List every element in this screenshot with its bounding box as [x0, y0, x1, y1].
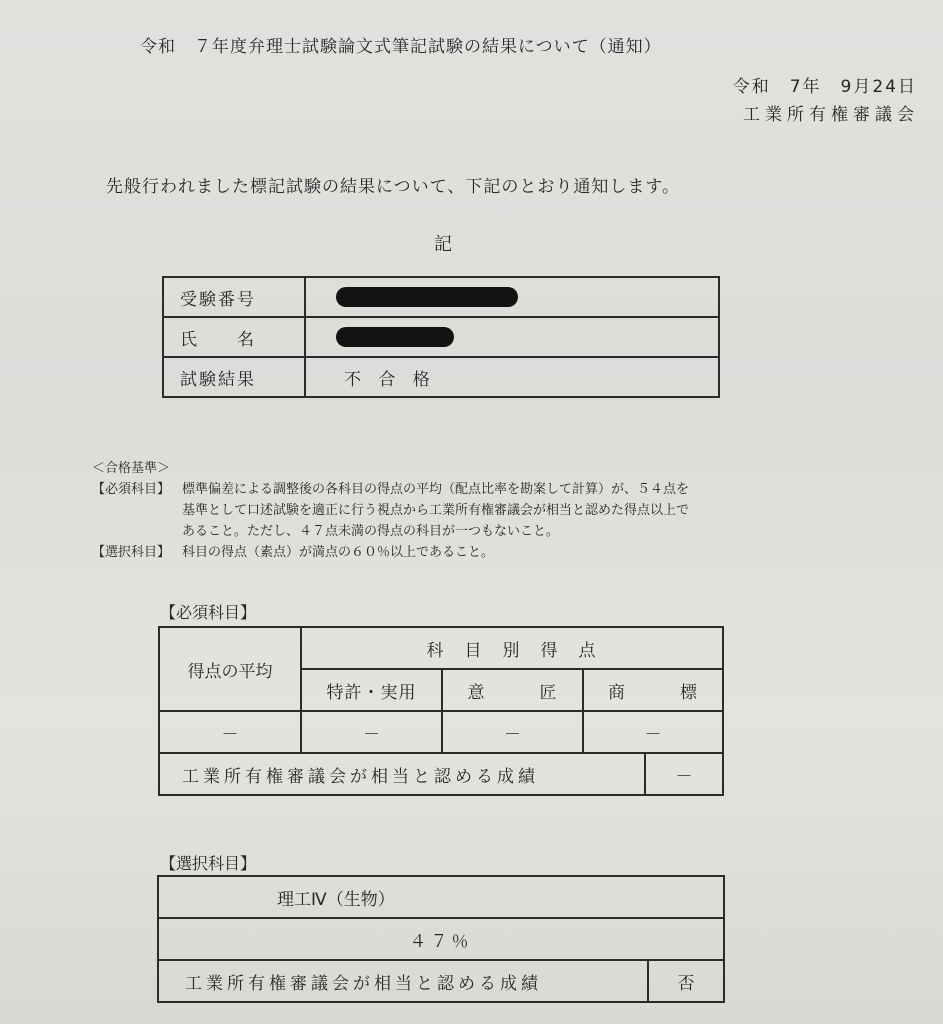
pass-criteria	[92, 458, 689, 563]
required-section-title: 【必須科目】	[160, 603, 257, 622]
trademark-value: －	[583, 711, 723, 753]
subject-patent-header: 特許・実用	[301, 669, 442, 711]
elective-council-label: 工業所有権審議会が相当と認める成績	[158, 960, 648, 1002]
result-label: 試験結果	[163, 357, 305, 397]
required-criteria-line: 基準として口述試験を適正に行う視点から工業所有権審議会が相当と認めた得点以上で	[182, 503, 690, 518]
subject-trademark-header: 商 標	[583, 669, 723, 711]
elective-criteria-line: 科目の得点（素点）が満点の６０％以上であること。	[182, 545, 495, 560]
patent-value: －	[301, 711, 442, 753]
intro-text: 先般行われました標記試験の結果について、下記のとおり通知します。	[106, 177, 680, 197]
criteria-heading: ＜合格基準＞	[92, 461, 171, 476]
elective-section-title: 【選択科目】	[160, 854, 257, 873]
required-criteria-line: あること。ただし、４７点未満の得点の科目が一つもないこと。	[182, 524, 560, 539]
required-criteria-line: 標準偏差による調整後の各科目の得点の平均（配点比率を勘案して計算）が、５４点を	[182, 482, 690, 497]
council-grade-value: －	[645, 753, 723, 795]
subject-design-header: 意 匠	[442, 669, 583, 711]
avg-label: 得点の平均	[159, 627, 301, 711]
design-value: －	[442, 711, 583, 753]
required-scores-table	[158, 626, 724, 796]
subject-scores-header: 科 目 別 得 点	[301, 627, 723, 669]
ki-heading: 記	[434, 234, 452, 255]
required-criteria-key: 【必須科目】	[92, 482, 171, 497]
elective-subject: 理工Ⅳ（生物）	[158, 876, 724, 918]
issue-date: 令和 7年 9月24日	[732, 77, 917, 97]
document-title: 令和 ７年度弁理士試験論文式筆記試験の結果について（通知）	[140, 37, 662, 57]
redacted-name	[336, 327, 454, 347]
name-label: 氏 名	[163, 317, 305, 357]
elective-criteria-key: 【選択科目】	[92, 545, 171, 560]
elective-scores-table	[157, 875, 725, 1003]
candidate-info-table	[162, 276, 720, 398]
result-value: 不 合 格	[305, 357, 719, 397]
exam-number-label: 受験番号	[163, 277, 305, 317]
council-grade-label: 工業所有権審議会が相当と認める成績	[159, 753, 645, 795]
issuing-organization: 工業所有権審議会	[743, 105, 919, 125]
redacted-exam-number	[336, 287, 518, 307]
elective-council-value: 否	[648, 960, 724, 1002]
elective-score: ４７％	[158, 918, 724, 960]
avg-value: －	[159, 711, 301, 753]
